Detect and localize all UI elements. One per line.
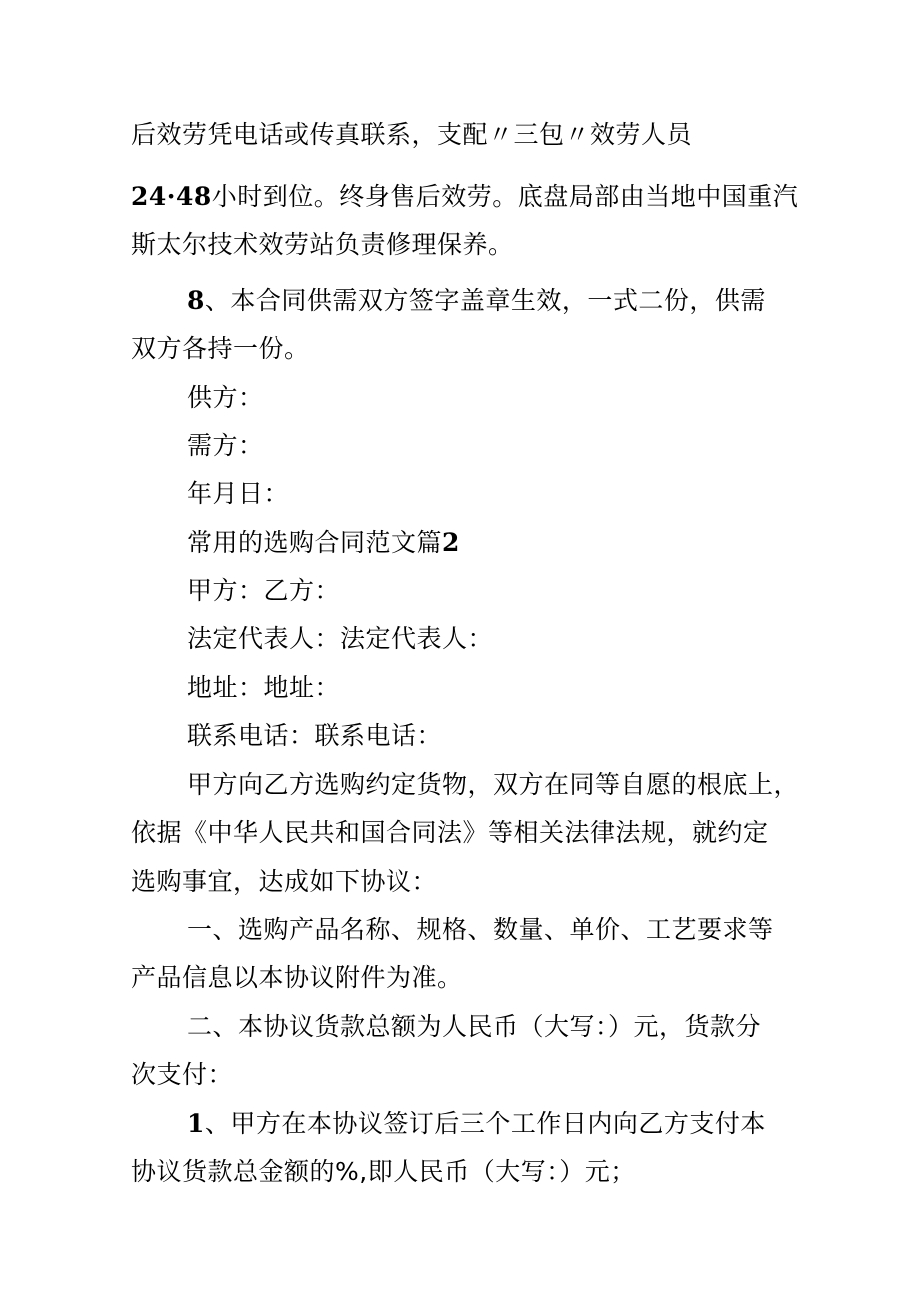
- paragraph-1-hours-number: 24·48: [131, 182, 212, 211]
- paragraph-1-line-2: [131, 180, 920, 214]
- section-title-number: 2: [442, 528, 460, 557]
- clause-2-1-line-1: [187, 1107, 920, 1141]
- paragraph-2-line-1: [187, 284, 920, 318]
- paragraph-1-line-2-text: 小时到位。终身售后效劳。底盘局部由当地中国重汽: [211, 182, 799, 211]
- paragraph-2-line-1-text: 、本合同供需双方签字盖章生效，一式二份，供需: [204, 286, 766, 315]
- clause-1-line-1: 一、选购产品名称、规格、数量、单价、工艺要求等: [187, 915, 774, 944]
- party-line: 甲方：乙方：: [187, 576, 341, 605]
- clause-2-1-number: 1: [187, 1109, 205, 1138]
- section-title: [187, 526, 920, 560]
- clause-2-line-2: 次支付：: [131, 1060, 234, 1089]
- clause-1-line-2: 产品信息以本协议附件为准。: [131, 963, 463, 992]
- date-label: 年月日：: [187, 479, 290, 508]
- legal-rep-line: 法定代表人：法定代表人：: [187, 624, 494, 653]
- paragraph-1-line-1: 后效劳凭电话或传真联系，支配〃三包〃效劳人员: [131, 120, 693, 149]
- section-title-text: 常用的选购合同范文篇: [187, 528, 443, 557]
- paragraph-2-number: 8: [187, 286, 205, 315]
- clause-2-1-line-2: 协议货款总金额的%,即人民币（大写：）元；: [131, 1157, 636, 1186]
- intro-line-1: 甲方向乙方选购约定货物，双方在同等自愿的根底上，: [187, 770, 800, 799]
- paragraph-2-line-2: 双方各持一份。: [131, 334, 310, 363]
- clause-2-1-line-1-text: 、甲方在本协议签订后三个工作日内向乙方支付本: [204, 1109, 766, 1138]
- paragraph-1-line-3: 斯太尔技术效劳站负责修理保养。: [131, 230, 514, 259]
- supplier-label: 供方：: [187, 383, 264, 412]
- address-line: 地址：地址：: [187, 673, 341, 702]
- phone-line: 联系电话：联系电话：: [187, 721, 443, 750]
- demander-label: 需方：: [187, 431, 264, 460]
- intro-line-3: 选购事宜，达成如下协议：: [131, 867, 438, 896]
- intro-line-2: 依据《中华人民共和国合同法》等相关法律法规，就约定: [131, 818, 769, 847]
- clause-2-line-1: 二、本协议货款总额为人民币（大写：）元，货款分: [187, 1012, 762, 1041]
